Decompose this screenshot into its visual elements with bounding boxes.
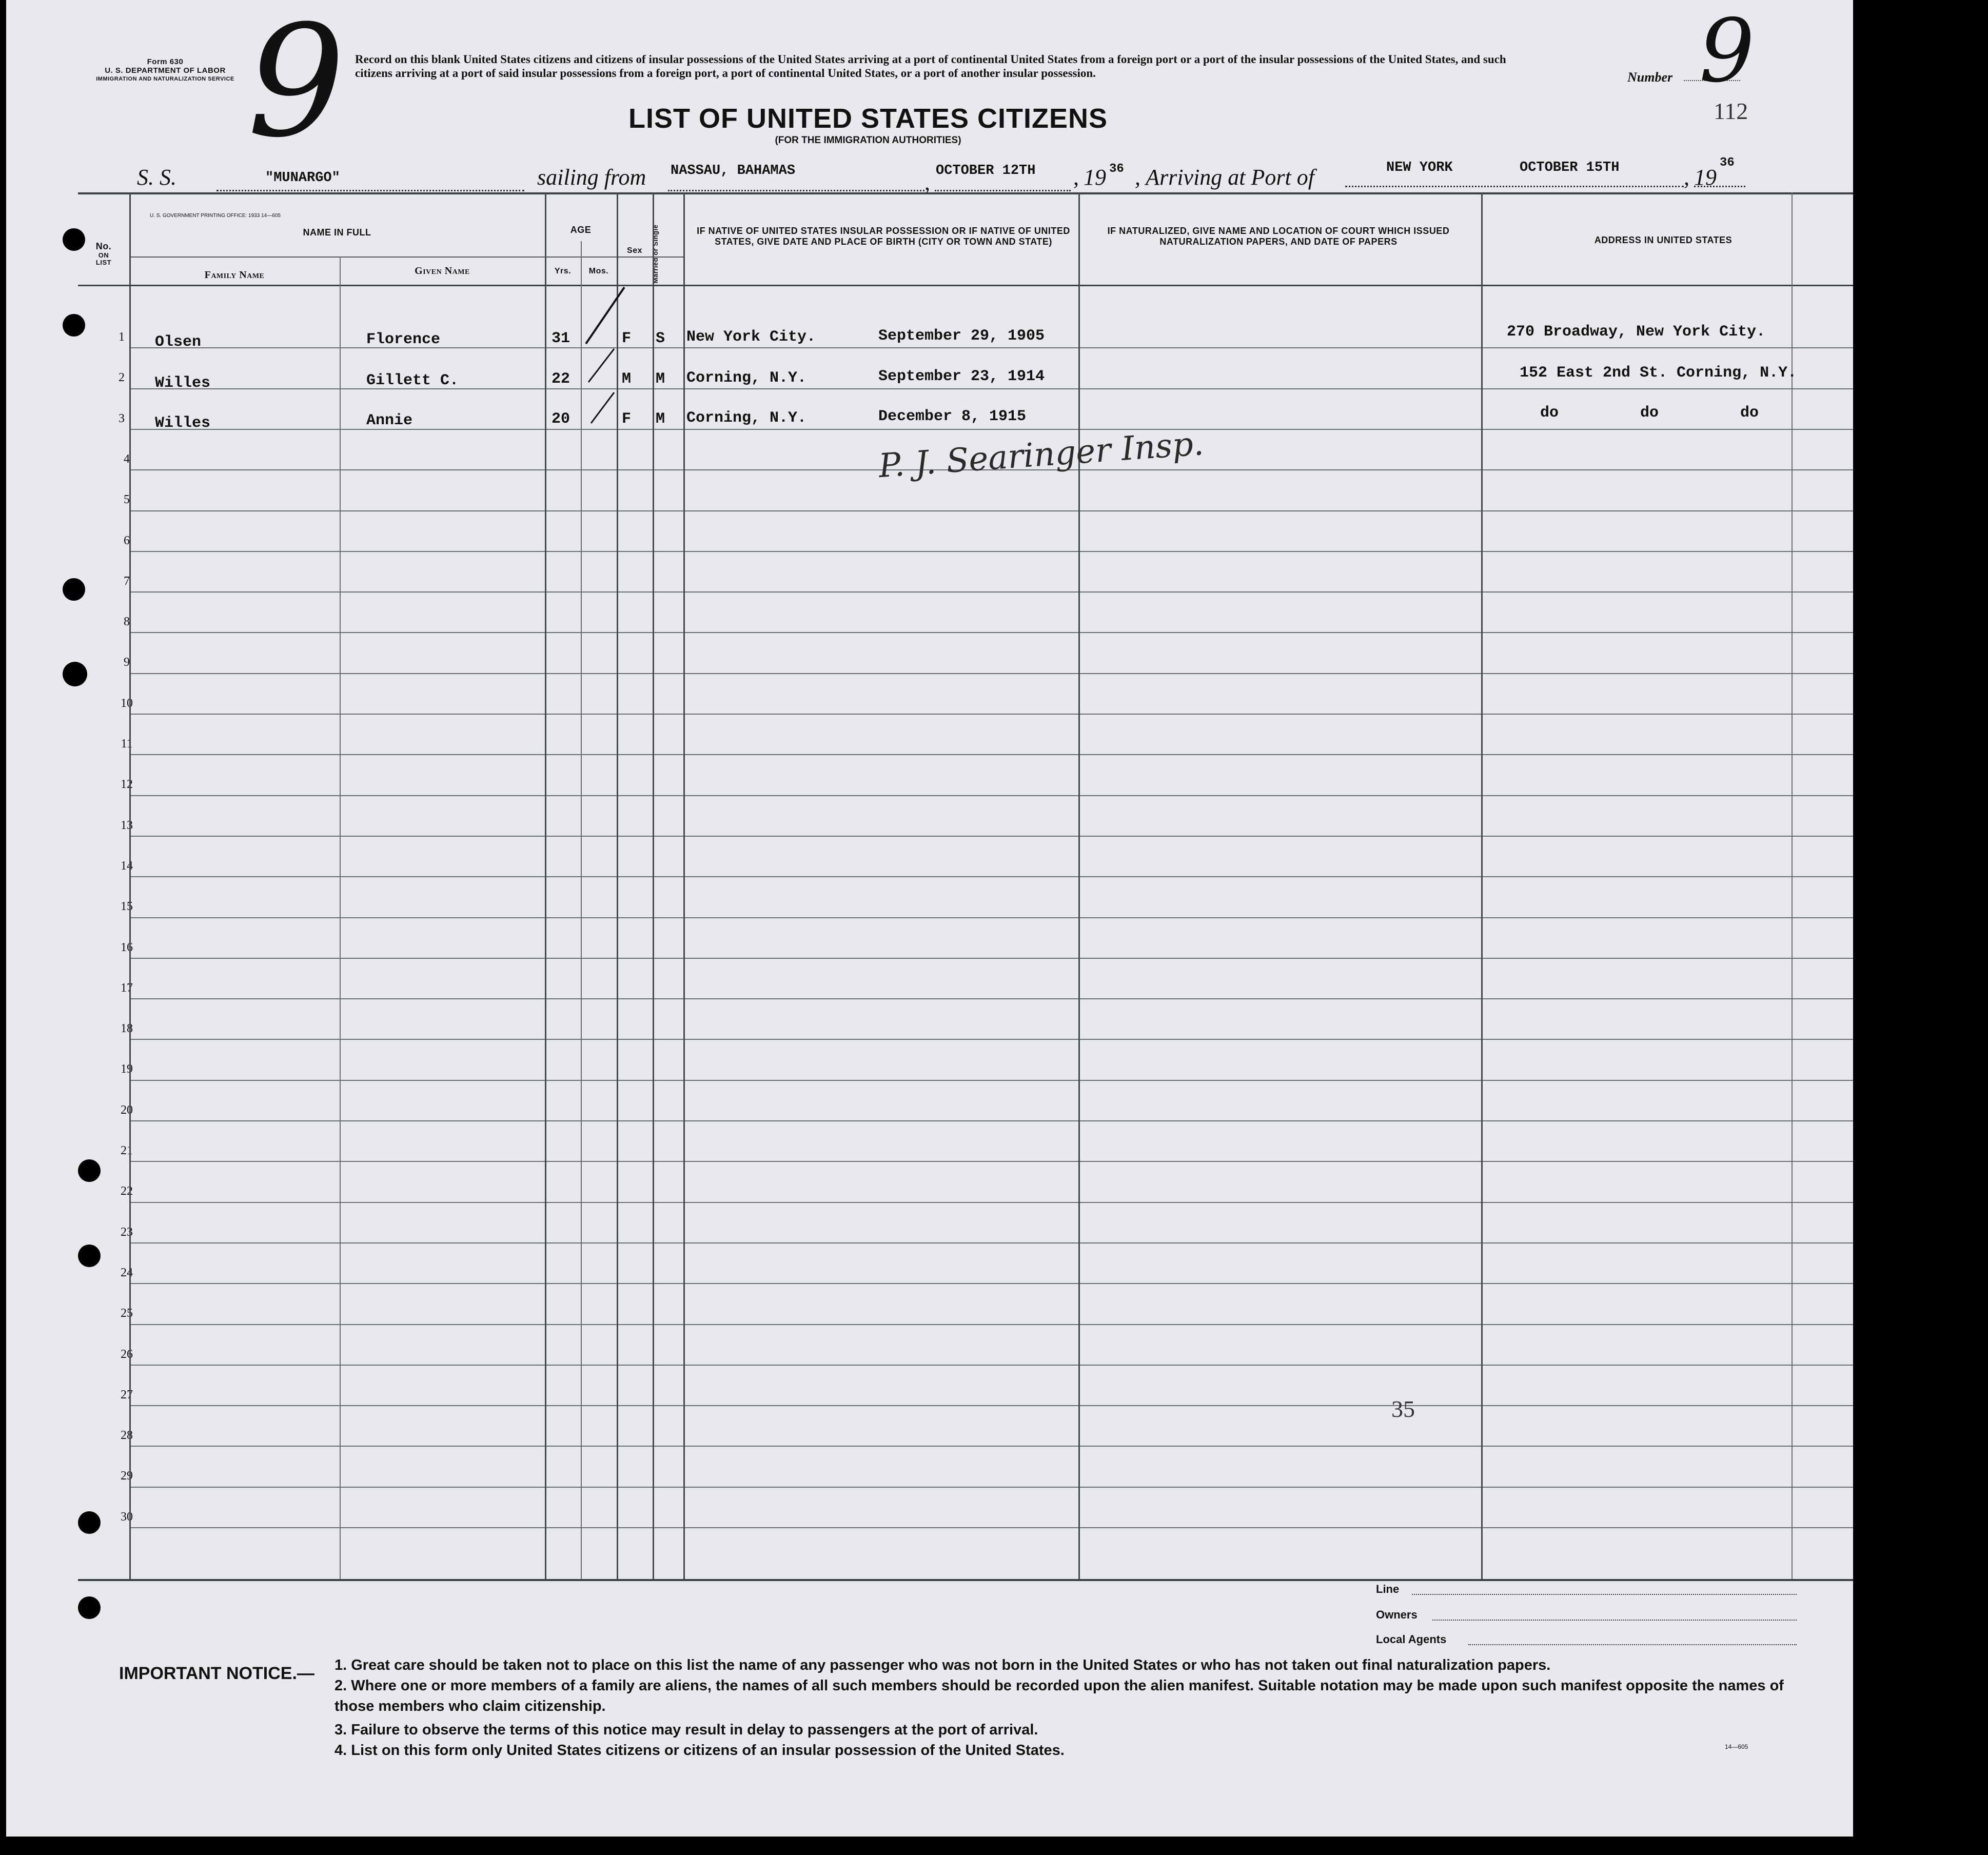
service-name: IMMIGRATION AND NATURALIZATION SERVICE	[96, 76, 234, 82]
row-number: 15	[121, 900, 133, 913]
notice-title: IMPORTANT NOTICE.—	[119, 1664, 314, 1683]
year-suffix-1: 36	[1109, 162, 1124, 176]
row-rule	[129, 1487, 1853, 1488]
row-number: 14	[121, 859, 133, 873]
col-naturalized-header: IF NATURALIZED, GIVE NAME AND LOCATION OF COURT WHICH ISSUED NATURALIZATION PAPERS, AND DATE OF PAPERS	[1107, 226, 1450, 247]
given-name: Florence	[366, 331, 441, 348]
page-title: LIST OF UNITED STATES CITIZENS	[628, 103, 1108, 134]
row-rule	[129, 1120, 1853, 1121]
row-number: 23	[121, 1226, 133, 1239]
row-number: 24	[121, 1266, 133, 1279]
row-number: 12	[121, 778, 133, 791]
punch-hole	[78, 1159, 101, 1182]
row-rule	[129, 876, 1853, 877]
row-number: 19	[121, 1062, 133, 1076]
form-number: Form 630	[147, 57, 184, 66]
year-suffix-2: 36	[1720, 156, 1735, 170]
col-no-header: No. ON LIST	[95, 241, 112, 266]
row-number: 7	[124, 575, 130, 588]
col-sex-header: Sex	[627, 246, 642, 255]
check-marks	[576, 277, 632, 431]
row-rule	[129, 714, 1853, 715]
row-rule	[129, 754, 1853, 755]
row-number: 29	[121, 1469, 133, 1483]
row-number: 16	[121, 941, 133, 954]
row-number: 5	[124, 493, 130, 506]
address-ditto: do	[1640, 404, 1659, 422]
number-label: Number	[1627, 70, 1673, 85]
col-native-header: IF NATIVE OF UNITED STATES INSULAR POSSESSION OR IF NATIVE OF UNITED STATES, GIVE DATE AND PLACE OF BIRTH (CITY OR TOWN AND STATE)	[697, 226, 1070, 247]
page-subtitle: (FOR THE IMMIGRATION AUTHORITIES)	[775, 135, 961, 146]
row-rule	[129, 1527, 1853, 1528]
form-code: 14—605	[1725, 1743, 1748, 1750]
birth-date: September 29, 1905	[878, 327, 1045, 345]
page-stamp: 112	[1714, 98, 1748, 124]
address-ditto: do	[1540, 404, 1559, 422]
birth-place: Corning, N.Y.	[686, 409, 807, 427]
punch-hole	[63, 228, 85, 251]
form-identifier	[78, 57, 252, 84]
row-number: 22	[121, 1185, 133, 1198]
notice-item: 4. List on this form only United States citizens or citizens of an insular possession of the United States.	[334, 1742, 1065, 1759]
row-number: 8	[124, 615, 130, 628]
row-number: 1	[119, 330, 125, 344]
row-number: 27	[121, 1388, 133, 1402]
ss-label: S. S.	[137, 165, 176, 190]
col-married-header: Married or Single	[652, 224, 659, 284]
address-ditto: do	[1740, 404, 1759, 422]
line-label: Line	[1376, 1583, 1400, 1595]
printer-mark: U. S. GOVERNMENT PRINTING OFFICE: 1933 14—605	[150, 213, 281, 219]
handwritten-list-number-right: 9	[1699, 1, 1755, 102]
row-number: 28	[121, 1429, 133, 1442]
row-rule	[129, 510, 1853, 511]
page-count-stamp: 35	[1391, 1396, 1415, 1422]
age-years: 31	[552, 330, 570, 347]
ship-name: "MUNARGO"	[265, 170, 340, 186]
row-number: 2	[119, 371, 125, 384]
from-port-dotted-line	[668, 190, 924, 191]
local-agents-label: Local Agents	[1376, 1633, 1447, 1646]
family-name: Olsen	[155, 333, 202, 351]
manifest-sheet: Form 630 U. S. DEPARTMENT OF LABOR IMMIGRATION AND NATURALIZATION SERVICE 9 Record on this blank United States citizens and citizens of insular possessions of the United States arriving at a port of continental United States from a foreign port or a port of the insular possessions of the United States, and such citizens arriving at a port of said insular possessions from a foreign port, a port of continental United States, or a port of another insular possession. Number 9 112 LIST OF UNITED STATES CITIZENS (FOR THE IMMIGRATION AUTHORITIES) S. S. "MUNARGO" sailing from NASSAU, BAHAMAS , OCTOBER 12TH , 19 36 , Arriving at Port of NEW YORK OCTOBER 15TH , 19 36 U. S. GOVERNMENT PRINTING OFFICE: 1933 14—605 No. ON LIST NAME IN FULL Family Name Given Name AGE Yrs. Mos. Sex Married or Single IF NATIVE OF UNITED STATES INSULAR POSSESSION OR IF NATIVE OF UNITED STATES, GIVE DATE AND PLACE OF BIRTH (CITY OR TOWN AND STATE) IF NATURALIZED, GIVE NAME AND LOCATION OF COURT WHICH ISSUED NATURALIZATION PAPERS, AND DATE OF PAPERS ADDRESS IN UNITED STATES 1 2 3 4 5 6 7 8 9 10 11 12 13 14 15 16 17 18 19 20 21 22 23 24 25 26 27 28 29 30 Olsen Florence 31 F S New York City. September 29, 1905 270 Broadway, New York City. Willes Gillett C. 22 M M Corning, N.Y. September 23, 1914 152 East 2nd St. Corning, N.Y. Willes Annie 20 F M Corning, N.Y. December 8, 1915 do do do P. J. Searinger Insp. 35 Line Owners Local Agents IMPORTANT NOTICE.— 1. Great care should be taken not to place on this list the name of any passenger who was not born in the United States or who has not taken out final naturalization papers. 2. Where one or more members of a family are aliens, the names of all such members should be recorded upon the alien manifest. Suitable notation may be made upon such manifest opposite the names of those members who claim citizenship. 3. Failure to observe the terms of this notice may result in delay to passengers at the port of arrival. 4. List on this form only United States citizens or citizens of an insular possession of the United States. 14—605	[6, 0, 1853, 1837]
row-rule	[129, 1039, 1853, 1040]
row-number: 30	[121, 1510, 133, 1524]
table-bottom-border	[78, 1579, 1853, 1581]
row-rule	[129, 1405, 1853, 1406]
row-number: 21	[121, 1144, 133, 1157]
arriving-label: , Arriving at Port of	[1135, 165, 1314, 190]
department-name: U. S. DEPARTMENT OF LABOR	[105, 66, 226, 75]
table-top-border	[78, 192, 1853, 194]
birth-place: Corning, N.Y.	[686, 369, 807, 387]
punch-hole	[78, 1511, 101, 1534]
marital-status: S	[656, 330, 665, 347]
marital-status: M	[656, 410, 665, 428]
given-name: Gillett C.	[366, 372, 459, 389]
header-sub-border	[129, 256, 683, 258]
year-prefix-2: 19	[1694, 165, 1717, 190]
row-rule	[129, 591, 1853, 593]
notice-item: 2. Where one or more members of a family are aliens, the names of all such members should be recorded upon the alien manifest. Suitable notation may be made upon such manifest opposite the names of those members who claim citizenship.	[334, 1678, 1784, 1714]
marital-status: M	[656, 370, 665, 388]
row-rule	[129, 836, 1853, 837]
notice-item: 3. Failure to observe the terms of this notice may result in delay to passengers at the port of arrival.	[334, 1722, 1038, 1738]
sail-date: OCTOBER 12TH	[936, 163, 1036, 179]
age-years: 22	[552, 370, 570, 388]
notice-item: 1. Great care should be taken not to place on this list the name of any passenger who was not born in the United States or who has not taken out final naturalization papers.	[334, 1657, 1551, 1673]
family-name: Willes	[155, 415, 211, 432]
row-number: 9	[124, 656, 130, 669]
sailing-from-label: sailing from	[537, 165, 646, 190]
punch-hole	[63, 314, 85, 337]
row-number: 13	[121, 819, 133, 832]
row-number: 11	[121, 737, 133, 751]
row-rule	[129, 1242, 1853, 1244]
header-bottom-border	[78, 285, 1853, 286]
row-rule	[129, 1080, 1853, 1081]
col-address-header: ADDRESS IN UNITED STATES	[1594, 235, 1733, 245]
row-number: 6	[124, 534, 130, 547]
family-name: Willes	[155, 374, 211, 392]
row-rule	[129, 632, 1853, 633]
col-yrs-header: Yrs.	[554, 267, 572, 275]
arrival-port: NEW YORK	[1386, 160, 1453, 175]
year-prefix-1: 19	[1084, 165, 1106, 190]
row-number: 4	[124, 452, 130, 466]
row-number: 18	[121, 1022, 133, 1035]
row-number: 26	[121, 1348, 133, 1361]
punch-hole	[63, 578, 85, 601]
row-number: 10	[121, 697, 133, 710]
row-rule	[129, 1446, 1853, 1447]
sail-date-dotted-line	[935, 190, 1071, 191]
row-rule	[129, 795, 1853, 796]
inspector-signature: P. J. Searinger Insp.	[877, 424, 1205, 486]
col-name-in-full-header: NAME IN FULL	[303, 227, 371, 238]
punch-hole	[63, 662, 87, 686]
row-rule	[129, 1161, 1853, 1162]
address: 270 Broadway, New York City.	[1507, 323, 1766, 341]
from-port: NASSAU, BAHAMAS	[671, 163, 796, 179]
col-given-name-header: Given Name	[415, 265, 470, 277]
row-number: 17	[121, 981, 133, 995]
row-rule	[129, 673, 1853, 674]
col-family-name-header: Family Name	[204, 269, 265, 281]
sex: M	[622, 370, 632, 388]
birth-place: New York City.	[686, 328, 816, 346]
ship-dotted-line	[216, 190, 524, 191]
birth-date: December 8, 1915	[878, 408, 1027, 425]
punch-hole	[78, 1245, 101, 1267]
given-name: Annie	[366, 412, 413, 429]
row-rule	[129, 917, 1853, 918]
col-age-header: AGE	[570, 225, 592, 235]
handwritten-list-number-left: 9	[247, 0, 345, 171]
col-mos-header: Mos.	[588, 267, 609, 275]
row-rule	[129, 958, 1853, 959]
sex: F	[622, 330, 632, 347]
punch-hole	[78, 1596, 101, 1619]
row-number: 20	[121, 1103, 133, 1117]
row-rule	[129, 1283, 1853, 1284]
row-rule	[129, 551, 1853, 552]
owners-label: Owners	[1376, 1608, 1418, 1621]
arrival-date: OCTOBER 15TH	[1520, 160, 1620, 175]
row-number: 3	[119, 412, 125, 425]
record-instructions: Record on this blank United States citizens and citizens of insular possessions of the United States arriving at a port of continental United States from a foreign port or a port of the insular possessions of the United States, and such citizens arriving at a port of said insular possessions from a foreign port, a port of continental United States, or a port of another insular possession.	[355, 53, 1506, 80]
address: 152 East 2nd St. Corning, N.Y.	[1520, 364, 1797, 382]
arrival-dotted-line	[1345, 186, 1684, 187]
birth-date: September 23, 1914	[878, 368, 1045, 385]
row-rule	[129, 998, 1853, 999]
age-years: 20	[552, 410, 570, 428]
row-rule	[129, 1365, 1853, 1366]
row-number: 25	[121, 1307, 133, 1320]
row-rule	[129, 1324, 1853, 1325]
sex: F	[622, 410, 632, 428]
row-rule	[129, 1202, 1853, 1203]
